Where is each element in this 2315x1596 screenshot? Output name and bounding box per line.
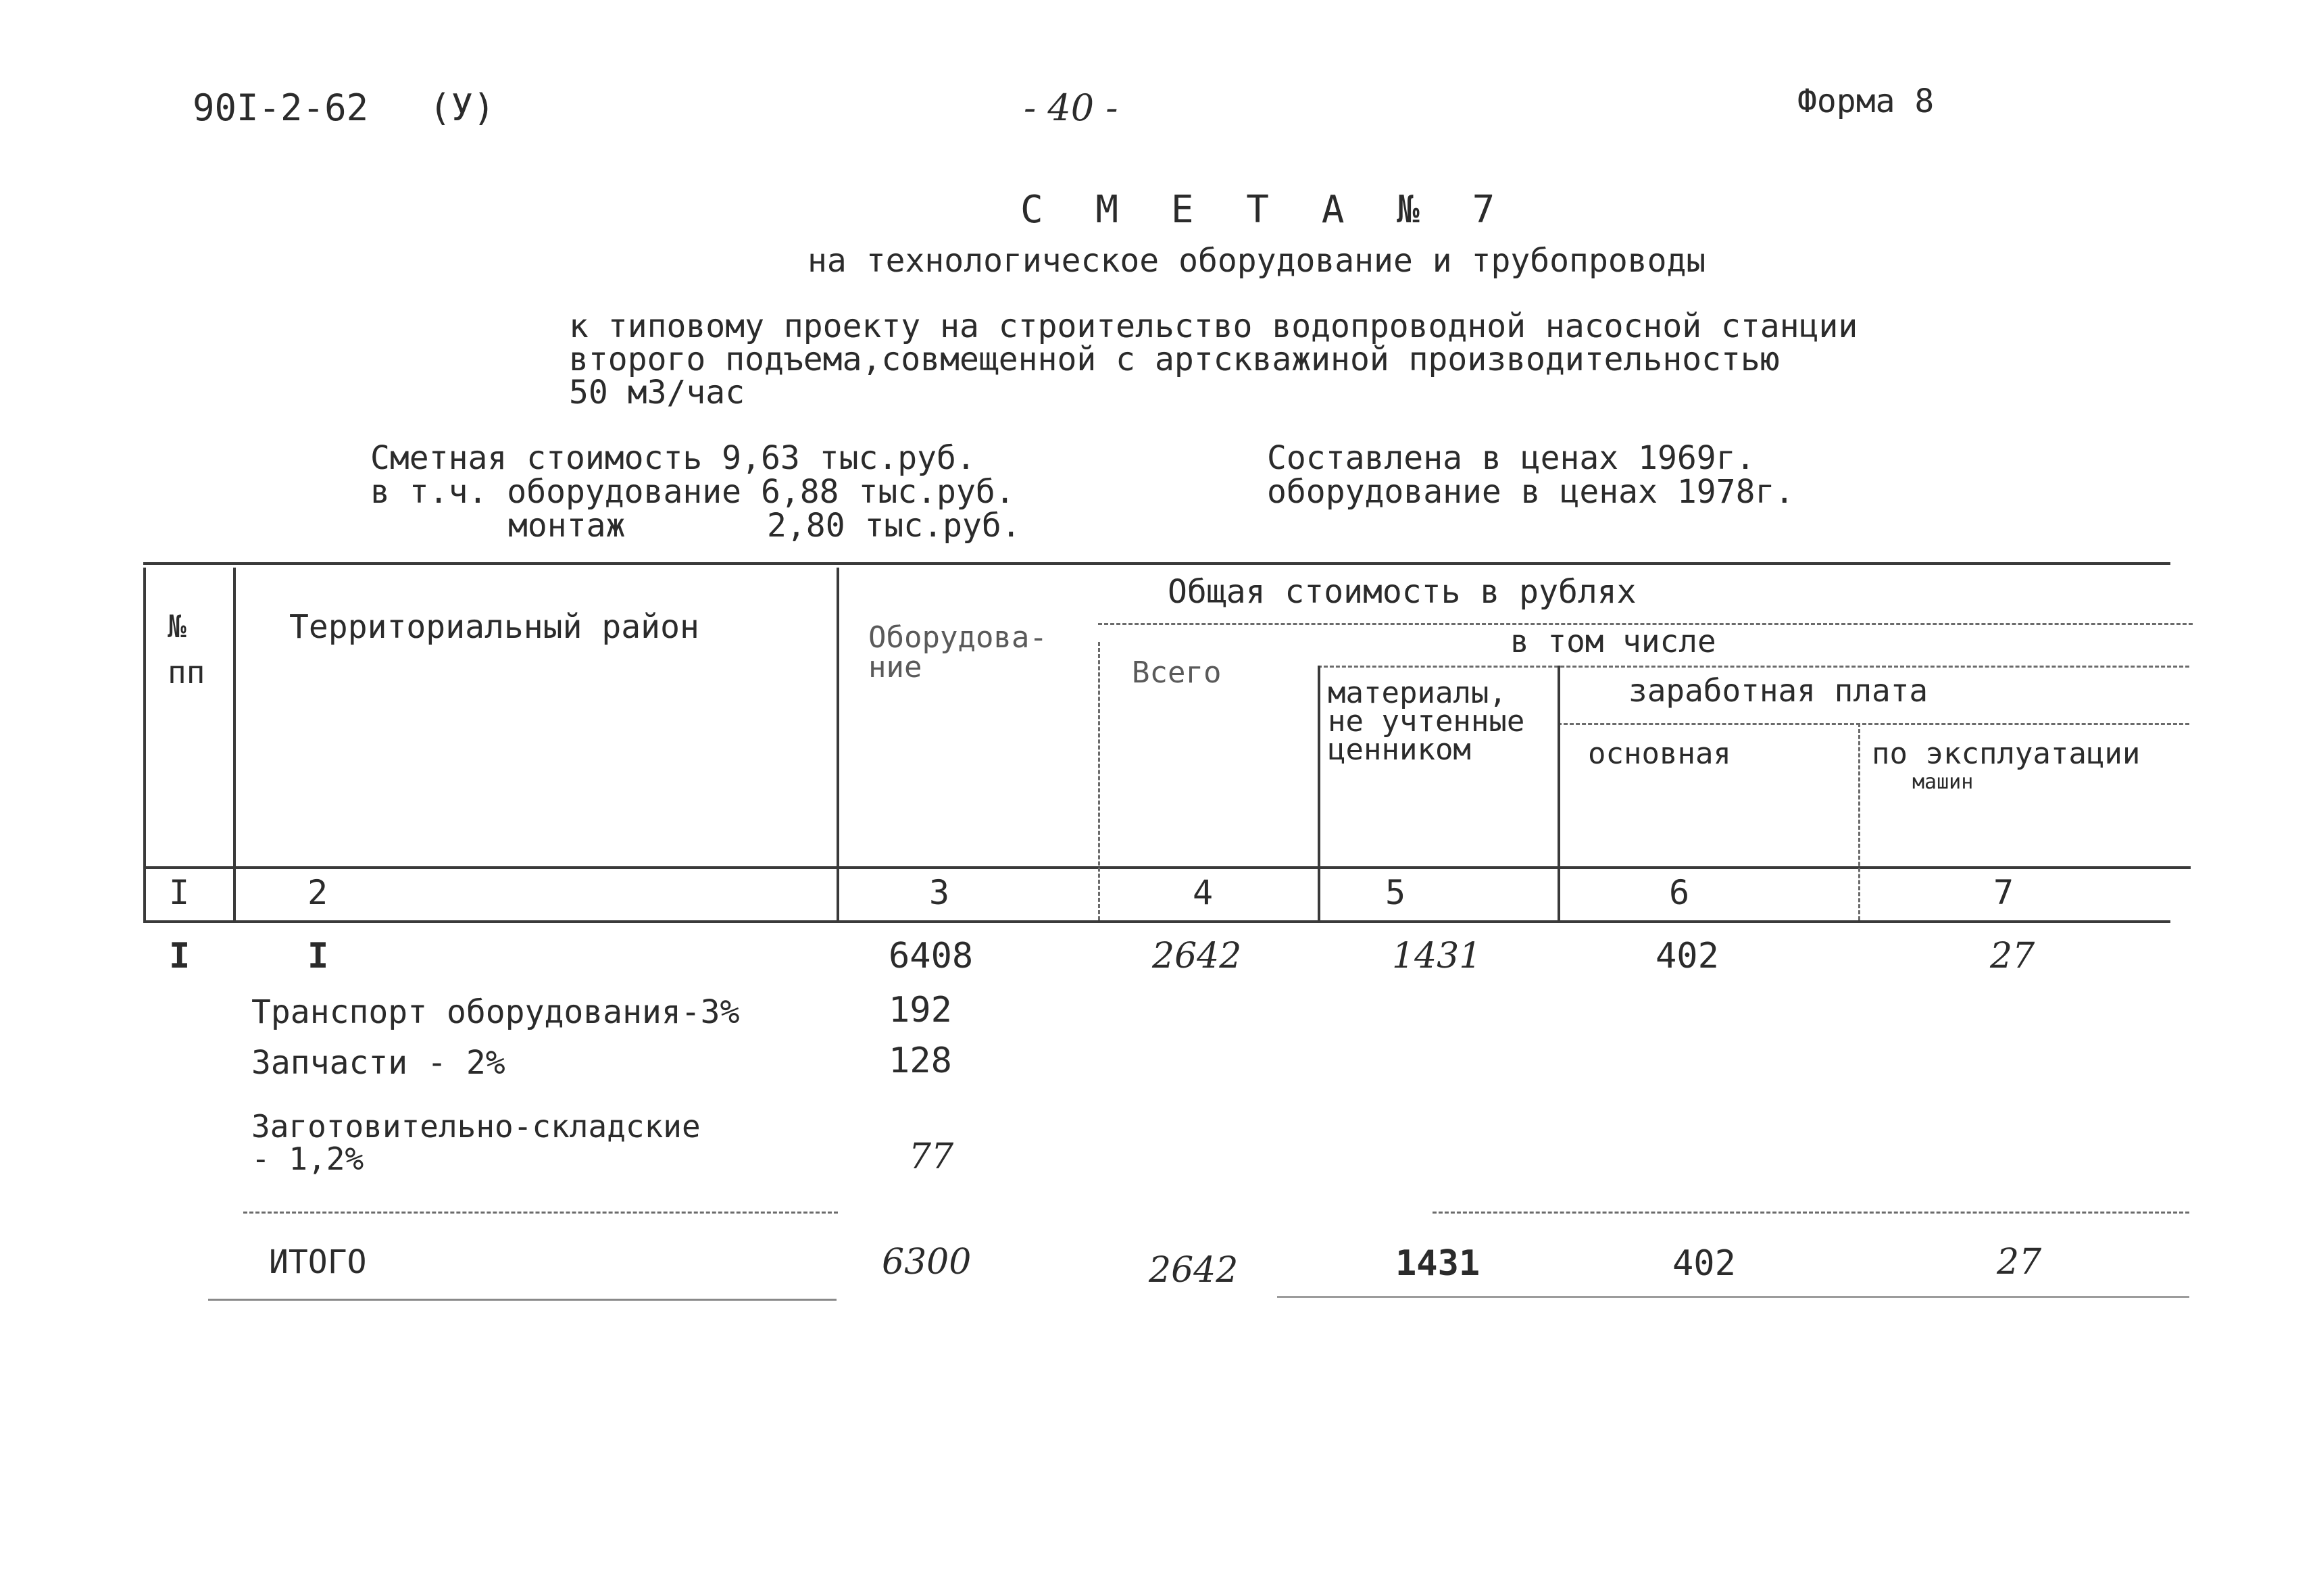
table-top-border: [143, 562, 2170, 565]
extra-storage-label: Заготовительно-складские: [251, 1108, 701, 1145]
project-line-3: 50 м3/час: [569, 374, 745, 412]
extra-transport-value: 192: [889, 990, 952, 1030]
header-materials-3: ценником: [1328, 732, 1471, 767]
install-label: монтаж: [508, 507, 626, 545]
header-wages: заработная плата: [1628, 672, 1928, 709]
document-title: С М Е Т А № 7: [1020, 188, 1510, 232]
header-num: №: [168, 608, 186, 645]
document-subtitle: на технологическое оборудование и трубопроводы: [807, 242, 1706, 280]
total-wages-machines: 27: [1997, 1242, 2042, 1282]
col-divider-4: [1098, 642, 1100, 920]
col-divider-2: [233, 568, 236, 920]
equipment-cost: в т.ч. оборудование 6,88 тыс.руб.: [370, 473, 1015, 511]
total-separator-right: [1433, 1212, 2189, 1214]
header-equipment-2: ние: [868, 650, 922, 684]
header-total: Всего: [1132, 655, 1222, 690]
column-numbers-bottom-border: [143, 920, 2170, 923]
col-number-4: 4: [1193, 873, 1214, 912]
col-number-6: 6: [1669, 873, 1690, 912]
page-number: - 40 -: [1024, 86, 1118, 129]
row-region: I: [307, 936, 329, 976]
header-wages-machines-2: машин: [1912, 770, 1974, 794]
header-total-cost: Общая стоимость в рублях: [1168, 573, 1637, 611]
col-number-5: 5: [1385, 873, 1406, 912]
total-total: 2642: [1149, 1250, 1239, 1291]
col-divider-6: [1558, 666, 1560, 920]
col-number-3: 3: [929, 873, 950, 912]
extra-storage-label-2: - 1,2%: [251, 1141, 364, 1177]
extra-storage-value: 77: [909, 1137, 954, 1177]
row-total: 2642: [1152, 936, 1242, 976]
total-wages-basic: 402: [1672, 1243, 1736, 1284]
equipment-prices-year: оборудование в ценах 1978г.: [1267, 473, 1795, 511]
header-wages-machines-1: по эксплуатации: [1872, 737, 2141, 771]
row-equipment: 6408: [889, 936, 974, 976]
row-materials: 1431: [1392, 936, 1482, 976]
header-materials-1: материалы,: [1328, 676, 1507, 710]
col-divider-1: [143, 568, 146, 920]
col-divider-3: [837, 568, 839, 920]
col-number-1: I: [169, 873, 190, 912]
header-equipment: Оборудова-: [868, 620, 1047, 655]
header-wages-basic: основная: [1588, 737, 1731, 771]
prices-year: Составлена в ценах 1969г.: [1267, 439, 1756, 477]
col-number-2: 2: [307, 873, 328, 912]
install-cost: 2,80 тыс.руб.: [767, 507, 1021, 545]
project-line-2: второго подъема,совмещенной с артскважиной производительностью: [569, 341, 1780, 378]
total-equipment: 6300: [882, 1242, 972, 1282]
col-number-7: 7: [1993, 873, 2014, 912]
header-incl: в том числе: [1510, 623, 1716, 659]
extra-spares-label: Запчасти - 2%: [251, 1044, 505, 1082]
doc-variant: (У): [429, 86, 495, 129]
project-line-1: к типовому проекту на строительство водопроводной насосной станции: [569, 307, 1858, 345]
col-divider-7: [1858, 723, 1860, 920]
form-label: Форма 8: [1797, 82, 1935, 120]
row-wages-basic: 402: [1656, 936, 1719, 976]
total-separator-left: [243, 1212, 838, 1214]
col-divider-5: [1318, 666, 1320, 920]
row-wages-machines: 27: [1990, 936, 2035, 976]
header-num-2: пп: [168, 654, 205, 691]
header-rule-3: [1558, 723, 2189, 725]
total-label: ИТОГО: [269, 1243, 367, 1281]
doc-code: 90I-2-62: [193, 86, 369, 129]
total-materials: 1431: [1395, 1243, 1480, 1284]
estimated-cost: Сметная стоимость 9,63 тыс.руб.: [370, 439, 976, 477]
header-materials-2: не учтенные: [1328, 704, 1525, 739]
row-num: I: [169, 936, 191, 976]
extra-spares-value: 128: [889, 1041, 952, 1081]
header-region: Территориальный район: [289, 608, 699, 646]
header-bottom-border: [143, 866, 2191, 869]
extra-transport-label: Транспорт оборудования-3%: [251, 993, 740, 1031]
bottom-rule-right: [1277, 1296, 2189, 1298]
header-rule-2: [1318, 666, 2189, 668]
bottom-rule-left: [208, 1299, 837, 1301]
